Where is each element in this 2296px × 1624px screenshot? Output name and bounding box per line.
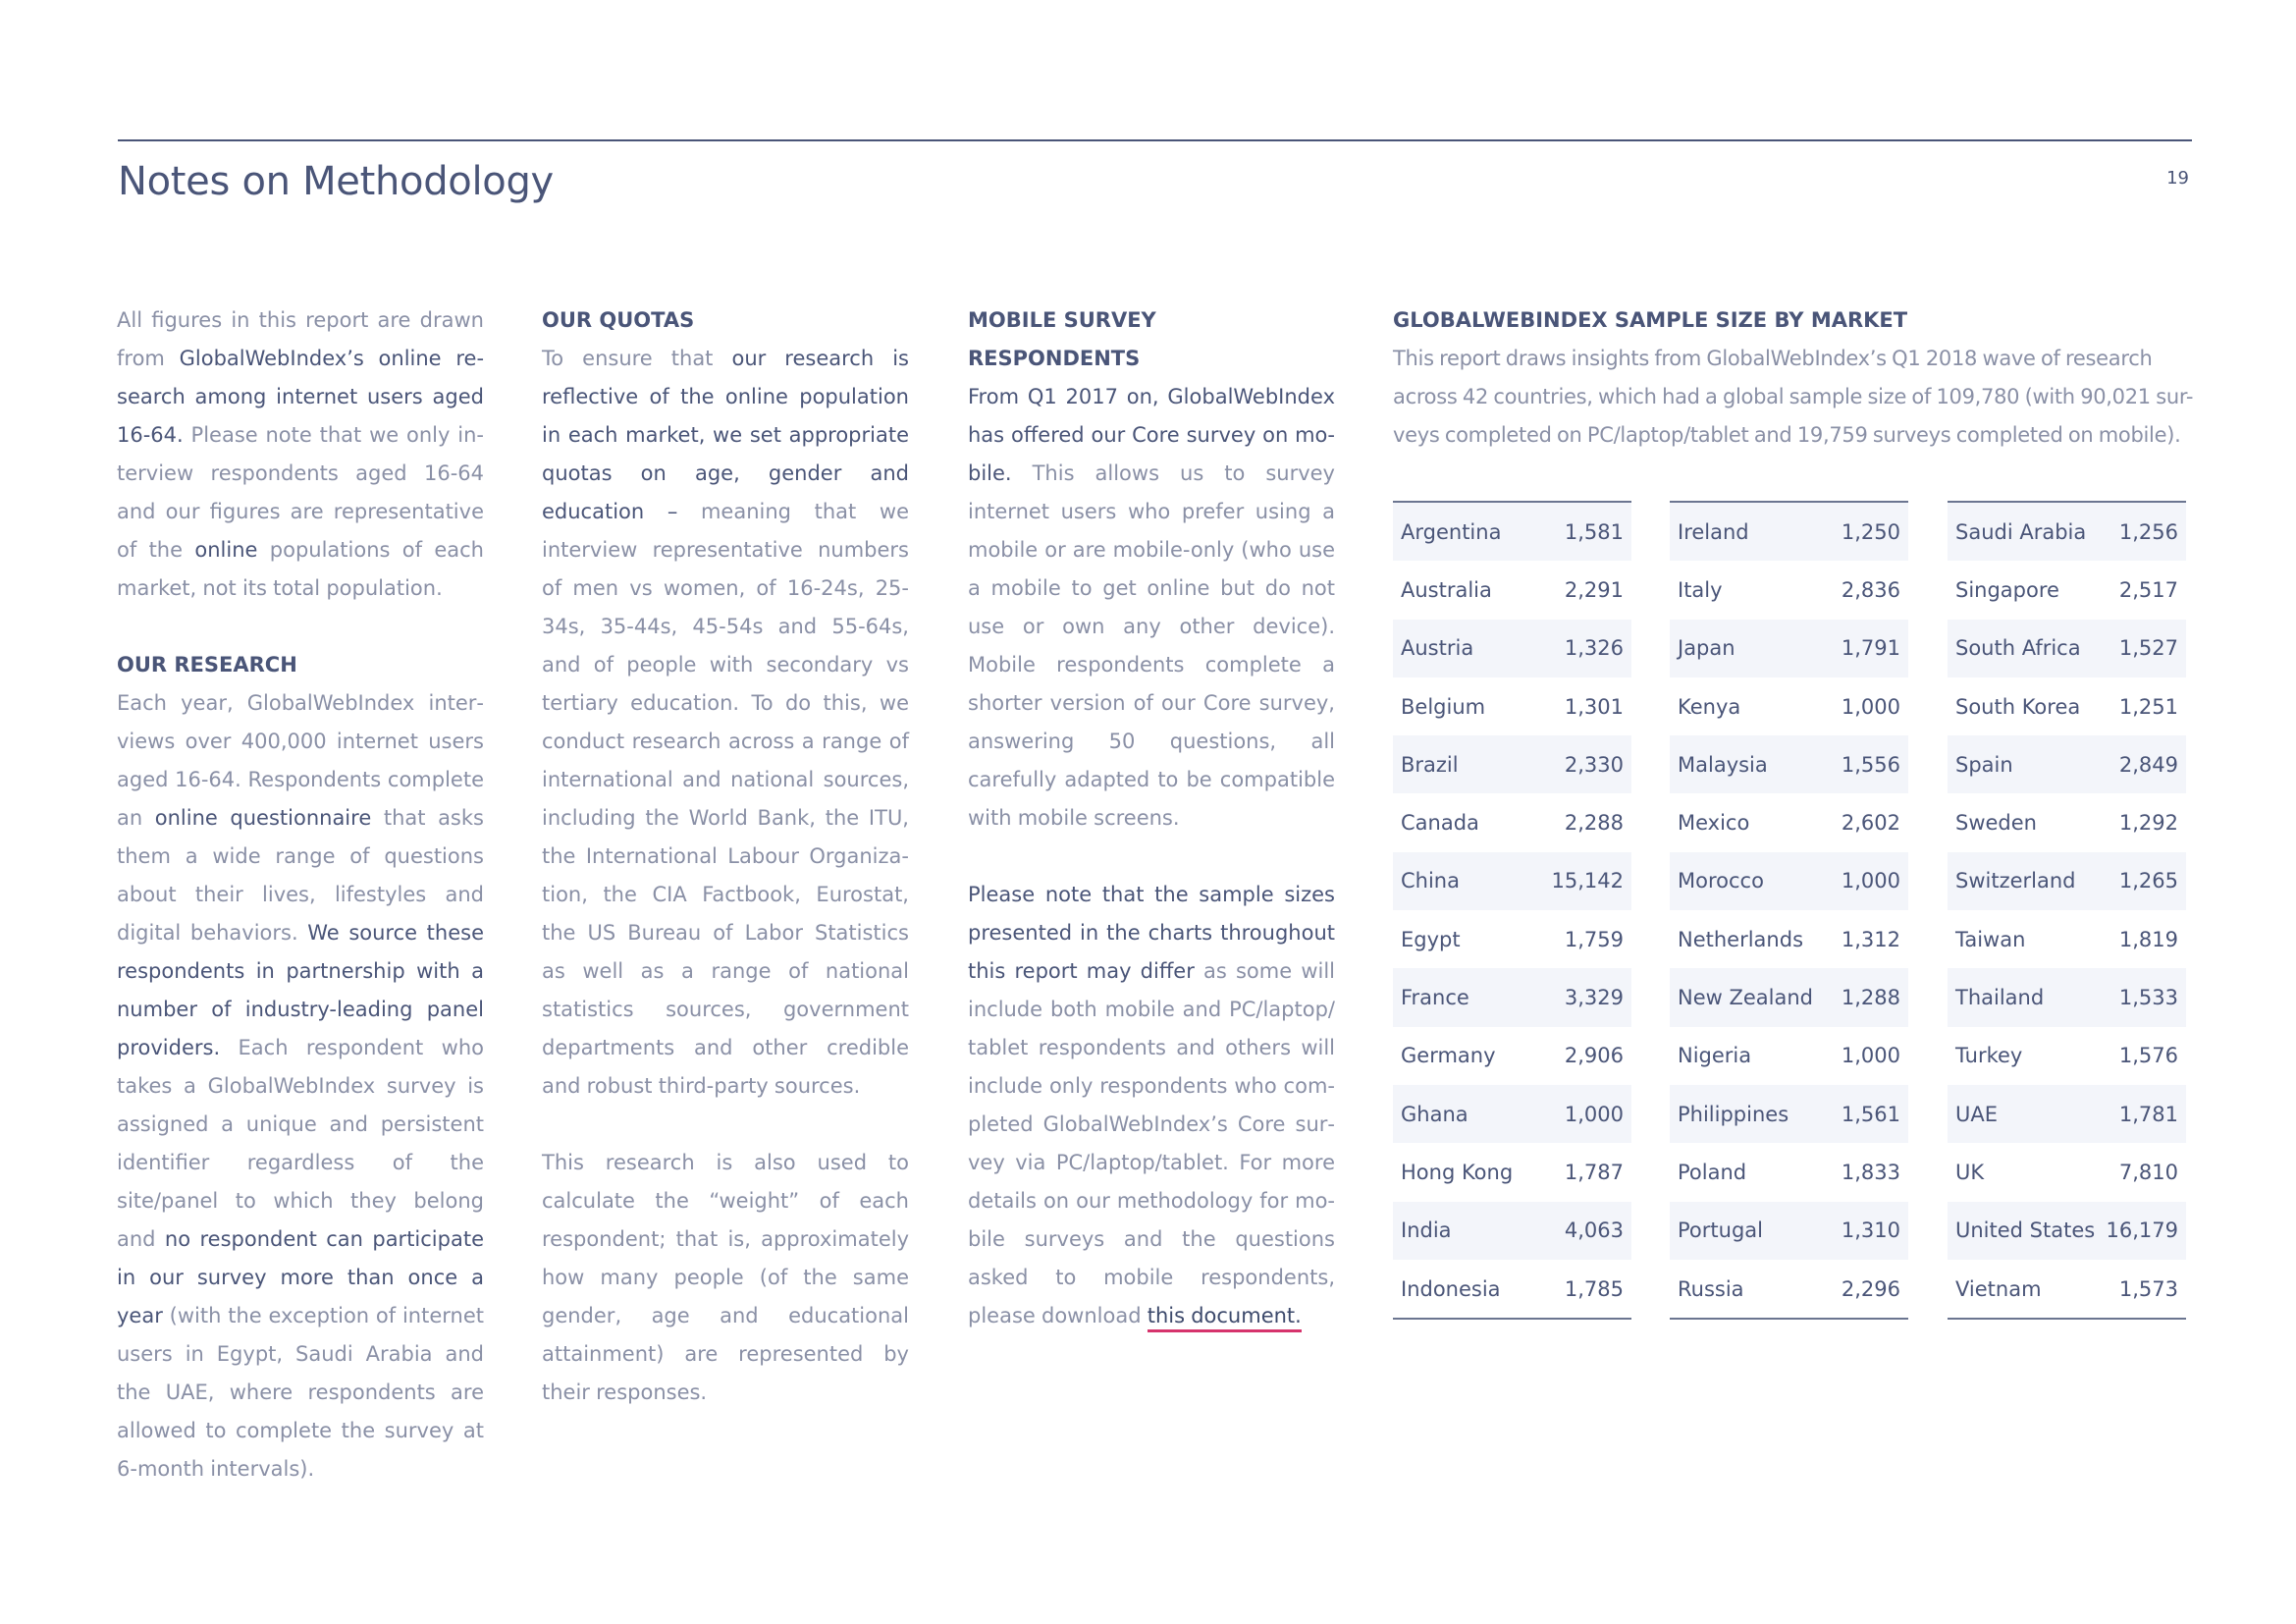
sample-size-value: 1,573 xyxy=(2118,1276,2178,1301)
country-name: UK xyxy=(1955,1160,1985,1184)
this-document-link[interactable]: this document. xyxy=(1148,1304,1302,1332)
table-row xyxy=(1670,1143,1908,1201)
table-row xyxy=(1948,503,2186,561)
table-row xyxy=(1393,1143,1631,1201)
table-row xyxy=(1670,1027,1908,1085)
country-name: Singapore xyxy=(1955,577,2059,602)
weight-paragraph xyxy=(542,1144,909,1412)
sample-size-value: 1,561 xyxy=(1841,1102,1900,1126)
table-row xyxy=(1670,735,1908,793)
sample-size-value: 1,781 xyxy=(2118,1102,2178,1126)
market-table-2 xyxy=(1670,501,1908,1320)
sample-size-value: 1,301 xyxy=(1564,694,1624,719)
emphasis-text: Please note that the sample sizes presented in the charts throughout this report may differ xyxy=(968,883,1335,983)
sample-size-value: 1,787 xyxy=(1564,1160,1624,1184)
table-row xyxy=(1393,1027,1631,1085)
country-name: Mexico xyxy=(1678,811,1750,836)
emphasis-text: From Q1 2017 on, GlobalWebIndex has offered our Core survey on mobile. xyxy=(968,385,1335,485)
country-name: Egypt xyxy=(1401,927,1461,951)
country-name: Spain xyxy=(1955,752,2013,777)
market-sample-tables xyxy=(1393,501,2192,1316)
country-name: Poland xyxy=(1678,1160,1747,1184)
sample-sizes-paragraph xyxy=(968,876,1335,1335)
table-row xyxy=(1670,561,1908,619)
sample-size-value: 1,000 xyxy=(1841,694,1900,719)
sample-intro-line: veys completed on PC/laptop/tablet and 19,759 surveys completed on mobile). xyxy=(1393,423,2181,447)
country-name: Australia xyxy=(1401,577,1492,602)
emphasis-text: no respondent can participate in our survey more than once a year xyxy=(117,1227,484,1327)
table-row xyxy=(1393,620,1631,677)
table-row xyxy=(1670,910,1908,968)
sample-size-value: 3,329 xyxy=(1564,986,1624,1010)
sample-size-value: 1,581 xyxy=(1564,519,1624,544)
sample-size-value: 1,576 xyxy=(2118,1044,2178,1068)
emphasis-text: online questionnaire xyxy=(154,806,372,830)
intro-paragraph xyxy=(117,301,484,608)
country-name: Russia xyxy=(1678,1276,1744,1301)
table-row xyxy=(1670,677,1908,735)
body-text: Each year, GlobalWebIndex interviews over 400,000 internet users aged 16-64. Respondents complete an xyxy=(117,691,484,830)
table-row xyxy=(1393,852,1631,910)
country-name: Belgium xyxy=(1401,694,1486,719)
country-name: UAE xyxy=(1955,1102,1999,1126)
body-text: This research is also used to calculate the “weight” of each respondent; that is, approximately how many people (of the same gender, age and educational attainment) are represented by their responses. xyxy=(542,1151,909,1404)
country-name: India xyxy=(1401,1218,1452,1243)
sample-size-value: 1,819 xyxy=(2118,927,2178,951)
table-row xyxy=(1670,793,1908,851)
sample-size-value: 1,312 xyxy=(1841,927,1900,951)
table-row xyxy=(1948,852,2186,910)
table-row xyxy=(1948,561,2186,619)
country-name: Brazil xyxy=(1401,752,1459,777)
mobile-survey-heading: MOBILE SURVEY RESPONDENTS xyxy=(968,308,1156,370)
sample-size-value: 7,810 xyxy=(2118,1160,2178,1184)
sample-size-value: 1,000 xyxy=(1841,1044,1900,1068)
column-mobile xyxy=(968,301,1335,1335)
country-name: Thailand xyxy=(1955,986,2045,1010)
sample-size-value: 1,785 xyxy=(1564,1276,1624,1301)
country-name: South Africa xyxy=(1955,636,2081,661)
country-name: Austria xyxy=(1401,636,1474,661)
body-text: Each respondent who takes a GlobalWebIndex survey is assigned a unique and persistent identifier regardless of the site/panel to which they belong and xyxy=(117,1036,484,1251)
country-name: Portugal xyxy=(1678,1218,1763,1243)
our-research-paragraph xyxy=(117,684,484,1489)
table-row xyxy=(1948,1260,2186,1318)
sample-intro-line: This report draws insights from GlobalWebIndex’s Q1 2018 wave of research xyxy=(1393,347,2153,370)
country-name: Sweden xyxy=(1955,811,2037,836)
market-table-3 xyxy=(1948,501,2186,1320)
table-row xyxy=(1670,1260,1908,1318)
country-name: China xyxy=(1401,869,1460,893)
country-name: Italy xyxy=(1678,577,1723,602)
country-name: Netherlands xyxy=(1678,927,1804,951)
sample-size-value: 2,602 xyxy=(1841,811,1900,836)
sample-size-value: 1,000 xyxy=(1564,1102,1624,1126)
country-name: South Korea xyxy=(1955,694,2081,719)
sample-size-value: 15,142 xyxy=(1551,869,1624,893)
table-row xyxy=(1670,968,1908,1026)
body-text: as some will include both mobile and PC/laptop/ tablet respondents and others will include only respondents who completed GlobalWebIndex’s Core survey via PC/laptop/tablet. For more details on our methodology for mobile surveys and the questions asked to mobile respondents, please download xyxy=(968,959,1335,1327)
mobile-paragraph xyxy=(968,378,1335,838)
table-row xyxy=(1670,503,1908,561)
table-row xyxy=(1948,1143,2186,1201)
sample-size-value: 1,533 xyxy=(2118,986,2178,1010)
body-text: This allows us to survey internet users who prefer using a mobile or are mobile-only (who use a mobile to get online but do not use or own any other device). Mobile respondents complete a shorter version of our Core survey, answering 50 questions, all carefully adapted to be compatible with mobile screens. xyxy=(968,461,1335,830)
table-row xyxy=(1393,1260,1631,1318)
sample-size-value: 1,251 xyxy=(2118,694,2178,719)
country-name: New Zealand xyxy=(1678,986,1813,1010)
country-name: Vietnam xyxy=(1955,1276,2042,1301)
body-text: To ensure that xyxy=(542,347,732,370)
emphasis-text: our research is reflective of the online population in each market, we set appropriate quotas on age, gender and education – xyxy=(542,347,909,523)
table-row xyxy=(1393,735,1631,793)
table-row xyxy=(1948,1027,2186,1085)
table-row xyxy=(1393,561,1631,619)
sample-size-value: 2,849 xyxy=(2118,752,2178,777)
country-name: Morocco xyxy=(1678,869,1764,893)
sample-intro-line: across 42 countries, which had a global sample size of 109,780 (with 90,021 sur- xyxy=(1393,385,2194,408)
country-name: Philippines xyxy=(1678,1102,1789,1126)
emphasis-text: online xyxy=(194,538,258,562)
table-row xyxy=(1670,620,1908,677)
country-name: Japan xyxy=(1678,636,1735,661)
sample-size-value: 1,250 xyxy=(1841,519,1900,544)
country-name: France xyxy=(1401,986,1469,1010)
sample-size-heading: GLOBALWEBINDEX SAMPLE SIZE BY MARKET xyxy=(1393,308,1908,332)
sample-size-value: 1,556 xyxy=(1841,752,1900,777)
sample-size-value: 2,291 xyxy=(1564,577,1624,602)
header-rule xyxy=(118,139,2192,141)
sample-size-value: 1,759 xyxy=(1564,927,1624,951)
table-row xyxy=(1948,793,2186,851)
country-name: Ireland xyxy=(1678,519,1749,544)
table-row xyxy=(1948,735,2186,793)
sample-size-value: 2,836 xyxy=(1841,577,1900,602)
table-row xyxy=(1393,968,1631,1026)
table-row xyxy=(1393,793,1631,851)
country-name: Indonesia xyxy=(1401,1276,1501,1301)
sample-size-value: 4,063 xyxy=(1564,1218,1624,1243)
country-name: Ghana xyxy=(1401,1102,1468,1126)
country-name: Hong Kong xyxy=(1401,1160,1514,1184)
column-intro xyxy=(117,301,484,1489)
country-name: Saudi Arabia xyxy=(1955,519,2087,544)
sample-size-value: 1,256 xyxy=(2118,519,2178,544)
country-name: Turkey xyxy=(1955,1044,2023,1068)
sample-size-section xyxy=(1393,301,2192,455)
country-name: Switzerland xyxy=(1955,869,2076,893)
table-row xyxy=(1948,677,2186,735)
sample-sizes-text xyxy=(968,883,1335,1327)
table-row xyxy=(1948,1202,2186,1260)
table-row xyxy=(1948,968,2186,1026)
our-research-heading: OUR RESEARCH xyxy=(117,653,297,677)
sample-size-value: 2,288 xyxy=(1564,811,1624,836)
sample-size-value: 1,791 xyxy=(1841,636,1900,661)
country-name: United States xyxy=(1955,1218,2096,1243)
page-number: 19 xyxy=(2166,168,2189,189)
sample-size-value: 2,517 xyxy=(2118,577,2178,602)
sample-size-value: 16,179 xyxy=(2106,1218,2178,1243)
table-row xyxy=(1393,910,1631,968)
body-text: All figures in this report are drawn from xyxy=(117,308,484,370)
table-row xyxy=(1948,620,2186,677)
body-text: populations of each market, not its total population. xyxy=(117,538,484,600)
page-title: Notes on Methodology xyxy=(118,159,554,204)
sample-size-value: 1,326 xyxy=(1564,636,1624,661)
sample-size-value: 1,265 xyxy=(2118,869,2178,893)
quotas-paragraph xyxy=(542,340,909,1106)
table-row xyxy=(1670,1202,1908,1260)
table-row xyxy=(1948,910,2186,968)
body-text: meaning that we interview representative numbers of men vs women, of 16-24s, 25-34s, 35-44s, 45-54s and 55-64s, and of people with secondary vs tertiary education. To do this, we conduct research across a range of international and national sources, including the World Bank, the ITU, the International Labour Organization, the CIA Factbook, Eurostat, the US Bureau of Labor Statistics as well as a range of national statistics sources, government departments and other credible and robust third-party sources. xyxy=(542,500,909,1098)
our-quotas-heading: OUR QUOTAS xyxy=(542,308,695,332)
table-row xyxy=(1670,1085,1908,1143)
sample-size-value: 1,310 xyxy=(1841,1218,1900,1243)
body-text: that asks them a wide range of questions about their lives, lifestyles and digital behaviors. xyxy=(117,806,484,945)
country-name: Argentina xyxy=(1401,519,1502,544)
sample-size-value: 2,906 xyxy=(1564,1044,1624,1068)
table-row xyxy=(1670,852,1908,910)
table-row xyxy=(1393,677,1631,735)
country-name: Nigeria xyxy=(1678,1044,1752,1068)
emphasis-text: GlobalWebIndex’s online research among internet users aged 16-64. xyxy=(117,347,485,447)
body-text: Please note that we only interview respondents aged 16-64 and our figures are representative of the xyxy=(117,423,484,562)
market-table-1 xyxy=(1393,501,1631,1320)
country-name: Taiwan xyxy=(1955,927,2026,951)
sample-size-value: 1,000 xyxy=(1841,869,1900,893)
sample-size-value: 1,833 xyxy=(1841,1160,1900,1184)
sample-size-value: 1,292 xyxy=(2118,811,2178,836)
country-name: Kenya xyxy=(1678,694,1741,719)
table-row xyxy=(1393,503,1631,561)
column-quotas xyxy=(542,301,909,1412)
table-row xyxy=(1948,1085,2186,1143)
sample-size-value: 1,288 xyxy=(1841,986,1900,1010)
country-name: Malaysia xyxy=(1678,752,1768,777)
sample-size-value: 1,527 xyxy=(2118,636,2178,661)
emphasis-text: We source these respondents in partnership with a number of industry-leading panel providers. xyxy=(117,921,484,1059)
table-row xyxy=(1393,1202,1631,1260)
sample-size-value: 2,330 xyxy=(1564,752,1624,777)
country-name: Germany xyxy=(1401,1044,1496,1068)
sample-size-value: 2,296 xyxy=(1841,1276,1900,1301)
table-row xyxy=(1393,1085,1631,1143)
country-name: Canada xyxy=(1401,811,1479,836)
body-text: (with the exception of internet users in Egypt, Saudi Arabia and the UAE, where respondents are allowed to complete the survey at 6-month intervals). xyxy=(117,1304,484,1481)
